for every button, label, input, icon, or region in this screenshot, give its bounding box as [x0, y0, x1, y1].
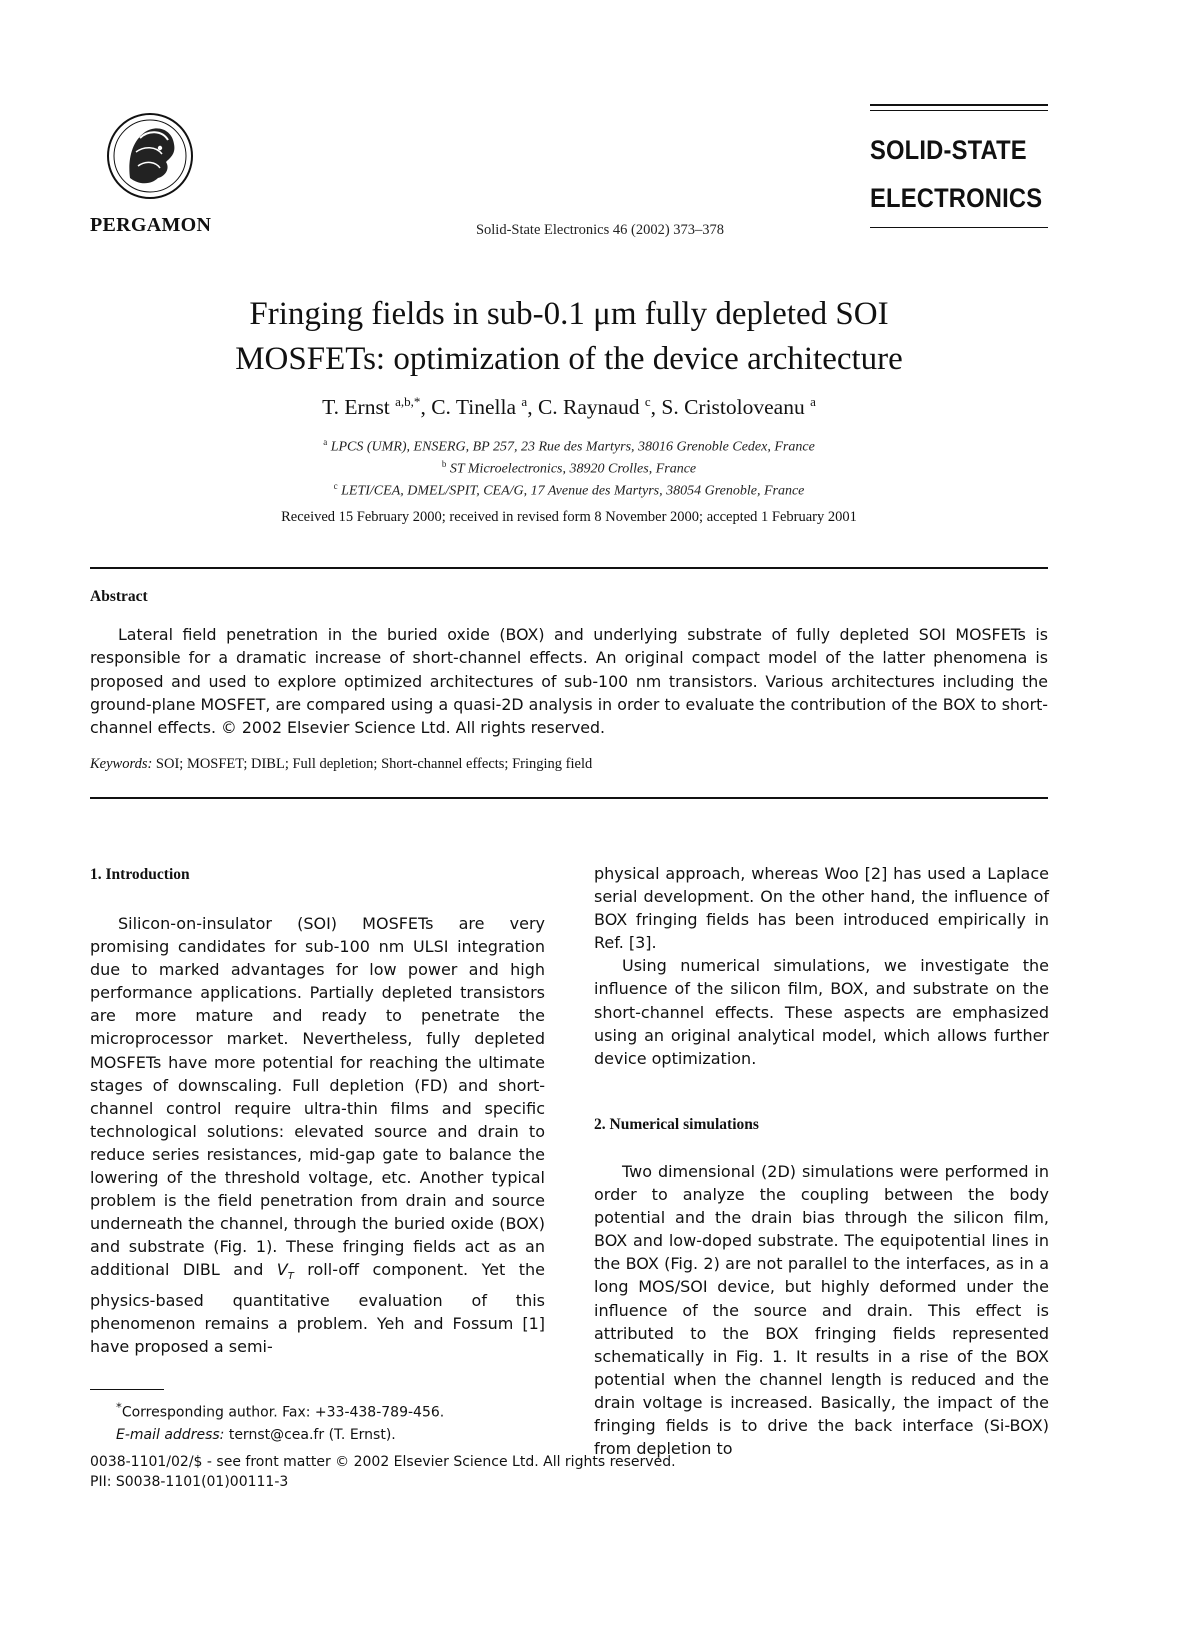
divider	[90, 567, 1048, 569]
abstract-heading: Abstract	[90, 588, 148, 605]
affiliation: $^a$ LPCS (UMR), ENSERG, BP 257, 23 Rue des Martyrs, 38016 Grenoble Cedex, France	[323, 437, 815, 455]
author-list	[0, 394, 1138, 420]
journal-title	[870, 126, 1048, 222]
section-heading: 1. Introduction	[90, 866, 190, 883]
keywords	[90, 756, 1048, 773]
author[interactable]: C. Raynaud $^c$,	[537, 394, 662, 420]
footnote-rule	[90, 1389, 164, 1390]
paragraph: physical approach, whereas Woo [2] has used a Laplace serial development. On the other hand, the influence of BOX fringing fields has been introduced empirically in Ref. [3].	[594, 864, 1049, 953]
received-dates: Received 15 February 2000; received in revised form 8 November 2000; accepted 1 February 2001	[281, 509, 857, 525]
footnote	[90, 1396, 560, 1446]
article-title	[0, 292, 1138, 382]
publisher-logo	[100, 108, 200, 204]
article-title-line: Fringing fields in sub-0.1 μm fully depleted SOI	[249, 296, 889, 332]
footnote-line: E-mail address: ternst@cea.fr (T. Ernst).	[116, 1426, 396, 1443]
publisher-name: PERGAMON	[90, 214, 212, 236]
paragraph: Using numerical simulations, we investigate the influence of the silicon film, BOX, and substrate on the short-channel effects. These aspects are emphasized using an original analytical model, which allows further device optimization.	[594, 956, 1049, 1068]
body-text-column	[594, 862, 1049, 1070]
paragraph: Two dimensional (2D) simulations were performed in order to analyze the coupling between the body potential and the drain bias through the silicon film, BOX and low-doped substrate. The equipotential lines in the BOX (Fig. 2) are not parallel to the interfaces, as in a long MOS/SOI device, but highly deformed under the influence of the source and drain. This effect is attributed to the BOX fringing fields represented schematically in Fig. 1. It results in a rise of the BOX potential when the channel length is reduced and the drain voltage is increased. Basically, the impact of the fringing fields is to drive the back interface (Si-BOX) from depletion to	[594, 1162, 1049, 1459]
paragraph: Silicon-on-insulator (SOI) MOSFETs are very promising candidates for sub-100 nm ULSI integration due to marked advantages for low power and high performance applications. Partially depleted transistors are more mature and ready to penetrate the microprocessor market. Nevertheless, fully depleted MOSFETs have more potential for reaching the ultimate stages of downscaling. Full depletion (FD) and short-channel control require ultra-thin films and specific technological solutions: elevated source and drain to reduce series resistances, mid-gap gate to balance the lowering of the threshold voltage, etc. Another typical problem is the field penetration from drain and source underneath the channel, through the buried oxide (BOX) and substrate (Fig. 1). These fringing fields act as an additional DIBL and $V_T$ roll-off component. Yet the physics-based quantitative evaluation of this phenomenon remains a problem. Yeh and Fossum [1] have proposed a semi-	[90, 914, 546, 1356]
keywords-list: SOI; MOSFET; DIBL; Full depletion; Short-channel effects; Fringing field	[155, 756, 593, 772]
divider	[90, 797, 1048, 799]
section-heading: 2. Numerical simulations	[594, 1116, 759, 1133]
author[interactable]: C. Tinella $^a$,	[431, 394, 538, 420]
journal-rule	[870, 227, 1048, 228]
body-text-column	[90, 912, 545, 1358]
journal-rule	[870, 104, 1048, 106]
affiliation: $^b$ ST Microelectronics, 38920 Crolles, France	[441, 459, 697, 477]
body-text-column	[594, 1160, 1049, 1460]
abstract-text: Lateral field penetration in the buried oxide (BOX) and underlying substrate of fully depleted SOI MOSFETs is responsible for a dramatic increase of short-channel effects. An original compact model of the latter phenomena is proposed and used to explore optimized architectures of sub-100 nm transistors. Various architectures including the ground-plane MOSFET, are compared using a quasi-2D analysis in order to evaluate the contribution of the BOX to short-channel effects. © 2002 Elsevier Science Ltd. All rights reserved.	[90, 625, 1048, 738]
journal-title-line: ELECTRONICS	[870, 183, 1043, 213]
journal-title-line: SOLID-STATE	[870, 135, 1027, 165]
footnote-line: *Corresponding author. Fax: +33-438-789-456.	[116, 1400, 445, 1421]
pii-line: PII: S0038-1101(01)00111-3	[90, 1474, 289, 1490]
article-title-line: MOSFETs: optimization of the device architecture	[235, 341, 903, 377]
journal-citation: Solid-State Electronics 46 (2002) 373–378	[475, 222, 725, 238]
author[interactable]: T. Ernst $^{a,b,*}$,	[322, 394, 432, 420]
author[interactable]: S. Cristoloveanu $^a$	[661, 394, 816, 420]
copyright-info	[90, 1452, 676, 1492]
affiliation: $^c$ LETI/CEA, DMEL/SPIT, CEA/G, 17 Avenue des Martyrs, 38054 Grenoble, France	[333, 481, 805, 499]
symbol-vt: $V_T$	[276, 1260, 294, 1283]
email-link[interactable]: ternst@cea.fr (T. Ernst).	[228, 1426, 396, 1443]
journal-rule	[870, 110, 1048, 111]
keywords-label: Keywords:	[90, 756, 153, 772]
copyright-line: 0038-1101/02/$ - see front matter © 2002 Elsevier Science Ltd. All rights reserved.	[90, 1454, 676, 1470]
